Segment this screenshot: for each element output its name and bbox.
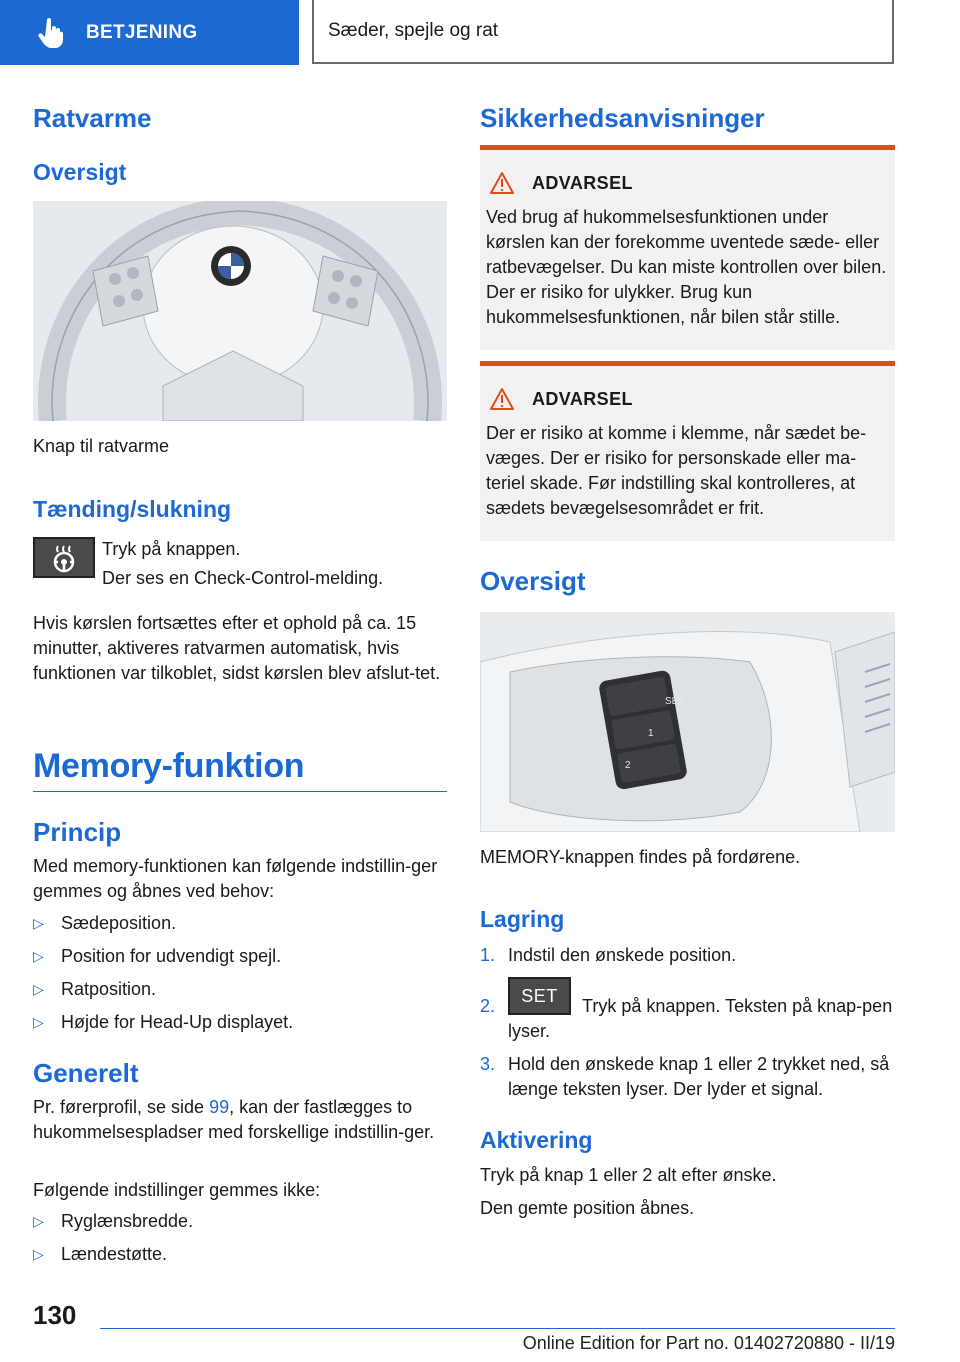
door-button-set-label: SET [665,696,685,707]
image-caption-left: Knap til ratvarme [33,436,170,456]
warning-box-1 [480,145,895,350]
footer-rule [100,1328,895,1329]
bullet-triangle-icon: ▷ [33,948,44,964]
taending-step-2: Der ses en Check-Control-melding. [102,568,384,588]
hand-pointer-icon [38,18,64,48]
section-title: Sæder, spejle og rat [328,20,499,41]
lagring-step-2: 2. SET Tryk på knappen. Teksten på knap-pen lyser. [480,977,895,1044]
list-item: ▷ Sædeposition. [33,911,176,936]
page-link[interactable]: 99 [209,1097,230,1117]
door-button-2-label: 2 [625,760,631,771]
bullet-triangle-icon: ▷ [33,1213,44,1229]
footer-edition: Online Edition for Part no. 01402720880 - II/19 [522,1333,895,1353]
taending-paragraph: Hvis kørslen fortsættes efter et ophold på ca. 15 minutter, aktiveres ratvarmen automatisk, hvis funktionen var tilkoblet, sidst kørslen blev afslut-tet. [33,613,441,683]
lagring-heading: Lagring [480,906,565,932]
steering-heat-button-icon [33,537,95,578]
oversigt-heading-right: Oversigt [480,566,586,596]
bullet-triangle-icon: ▷ [33,915,44,931]
ratvarme-heading: Ratvarme [33,103,152,133]
set-button-icon: SET [508,977,571,1015]
page-number: 130 [33,1300,77,1330]
aktivering-paragraph-2: Den gemte position åbnes. [480,1198,695,1218]
heated-steering-wheel-icon [49,543,79,573]
chapter-tab-label: BETJENING [86,21,198,43]
warning-triangle-icon [490,388,514,410]
image-caption-right: MEMORY-knappen findes på fordørene. [480,847,801,867]
list-item: ▷ Position for udvendigt spejl. [33,944,281,969]
section-title-box [312,0,894,64]
list-item: ▷ Ryglænsbredde. [33,1209,193,1234]
memory-heading: Memory-funktion [33,747,305,785]
oversigt-heading-left: Oversigt [33,159,127,185]
warning-text-2: Der er risiko at komme i klemme, når sædet be-væges. Der er risiko for personskade eller ma-teriel skade. Før indstilling skal kontrolleres, at sædets bevægelsesområdet er frit. [486,423,867,518]
generelt-paragraph: Pr. førerprofil, se side 99, kan der fastlægges to hukommelsespladser med forskellige indstillin-ger. [33,1097,435,1142]
bullet-triangle-icon: ▷ [33,981,44,997]
lagring-step-3: 3. Hold den ønskede knap 1 eller 2 trykket ned, så længe teksten lyser. Der lyder et signal. [480,1054,890,1099]
princip-paragraph: Med memory-funktionen kan følgende indstillin-ger gemmes og åbnes ved behov: [33,856,438,901]
warning-text-1: Ved brug af hukommelsesfunktionen under kørslen kan der forekomme uventede sæde- eller ratbevægelser. Du kan miste kontrollen over bilen. Der er risiko for ulykker. Brug kun hukommelsesfunktionen, når bilen står stille. [486,207,887,327]
door-panel-illustration [480,612,895,832]
generelt-heading: Generelt [33,1058,139,1088]
lagring-step-1: 1. Indstil den ønskede position. [480,945,737,965]
door-memory-button-image [480,612,895,832]
door-button-1-label: 1 [648,728,654,739]
warning-title-1: ADVARSEL [490,172,633,194]
taending-heading: Tænding/slukning [33,496,232,522]
list-item: ▷ Lændestøtte. [33,1242,167,1267]
warning-triangle-icon [490,172,514,194]
aktivering-paragraph-1: Tryk på knap 1 eller 2 alt efter ønske. [480,1165,777,1185]
list-item: ▷ Ratposition. [33,977,156,1002]
bullet-triangle-icon: ▷ [33,1246,44,1262]
princip-heading: Princip [33,817,122,847]
memory-heading-rule [33,791,447,792]
taending-step-1: Tryk på knappen. [102,539,241,559]
warning-title-2: ADVARSEL [490,388,633,410]
aktivering-heading: Aktivering [480,1127,593,1153]
sikkerhed-heading: Sikkerhedsanvisninger [480,103,765,133]
list-item: ▷ Højde for Head-Up displayet. [33,1010,293,1035]
bullet-triangle-icon: ▷ [33,1014,44,1030]
steering-wheel-image [33,201,447,421]
warning-box-2 [480,361,895,541]
generelt-paragraph-2: Følgende indstillinger gemmes ikke: [33,1180,321,1200]
chapter-tab[interactable] [0,0,299,65]
steering-wheel-illustration [33,201,447,421]
